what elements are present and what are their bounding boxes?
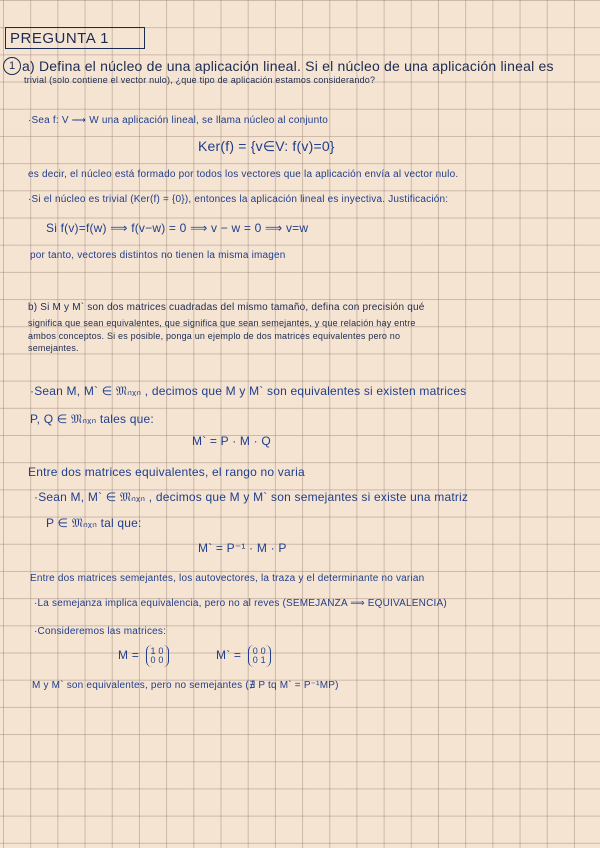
answer-a-line: por tanto, vectores distintos no tienen la misma imagen <box>30 250 286 261</box>
matrix-cell: 1 <box>260 655 266 665</box>
matrix-cell: 1 <box>150 646 156 656</box>
matrix-m-prime <box>216 645 271 667</box>
matrix-m <box>118 645 169 667</box>
matrix-m-prime-label: M` = <box>216 648 242 663</box>
answer-b-line: P, Q ∈ 𝔐ₙₓₙ tales que: <box>30 412 154 426</box>
matrix-cell: 0 <box>150 655 156 665</box>
matrix-m-prime-values <box>248 645 271 667</box>
question-number: 1 <box>3 57 21 75</box>
answer-b-line: ·Sean M, M` ∈ 𝔐ₙₓₙ , decimos que M y M` son semejantes si existe una matriz <box>34 490 469 504</box>
equivalence-formula: M` = P · M · Q <box>192 434 271 448</box>
part-b-prompt-line: semejantes. <box>28 343 79 353</box>
matrix-cell: 0 <box>252 655 258 665</box>
answer-b-line: P ∈ 𝔐ₙₓₙ tal que: <box>46 516 142 530</box>
answer-b-line: ·Sean M, M` ∈ 𝔐ₙₓₙ , decimos que M y M` son equivalentes si existen matrices <box>30 384 467 398</box>
matrix-cell: 0 <box>158 646 164 656</box>
conclusion: M y M` son equivalentes, pero no semejantes (∄ P tq M` = P⁻¹MP) <box>32 680 339 691</box>
answer-b-line: Entre dos matrices semejantes, los autovectores, la traza y el determinante no varian <box>30 573 425 584</box>
answer-b-line: ·La semejanza implica equivalencia, pero no al reves (SEMEJANZA ⟹ EQUIVALENCIA) <box>34 598 447 609</box>
part-a-prompt-line2: trivial (solo contiene el vector nulo), ¿que tipo de aplicación estamos considerando? <box>24 75 376 85</box>
part-b-prompt-line: significa que sean equivalentes, que significa que sean semejantes, y que relación hay entre <box>28 318 416 328</box>
answer-b-line: ·Consideremos las matrices: <box>34 626 167 637</box>
matrix-cell: 0 <box>252 646 258 656</box>
question-title: PREGUNTA 1 <box>5 27 145 49</box>
kernel-definition: Ker(f) = {v∈V: f(v)=0} <box>198 138 335 154</box>
part-a-prompt-line1: a) Defina el núcleo de una aplicación lineal. Si el núcleo de una aplicación lineal es <box>22 58 554 74</box>
answer-b-line: Entre dos matrices equivalentes, el rango no varia <box>28 465 305 479</box>
matrix-cell: 0 <box>260 646 266 656</box>
matrix-cell: 0 <box>158 655 164 665</box>
answer-a-line: ·Sea f: V ⟶ W una aplicación lineal, se llama núcleo al conjunto <box>28 115 329 126</box>
part-b-prompt-line: ambos conceptos. Si es posible, ponga un ejemplo de dos matrices equivalentes pero no <box>28 331 401 341</box>
matrix-m-label: M = <box>118 648 139 663</box>
answer-a-line: ·Si el núcleo es trivial (Ker(f) = {0}), entonces la aplicación lineal es inyectiva. Justificación: <box>28 194 449 205</box>
matrix-m-values <box>146 645 169 667</box>
injectivity-proof: Si f(v)=f(w) ⟹ f(v−w) = 0 ⟹ v − w = 0 ⟹ v=w <box>46 221 309 235</box>
answer-a-line: es decir, el núcleo está formado por todos los vectores que la aplicación envía al vector nulo. <box>28 169 459 180</box>
part-b-prompt-line: b) Si M y M` son dos matrices cuadradas del mismo tamaño, defina con precisión qué <box>28 302 425 313</box>
similarity-formula: M` = P⁻¹ · M · P <box>198 541 287 555</box>
